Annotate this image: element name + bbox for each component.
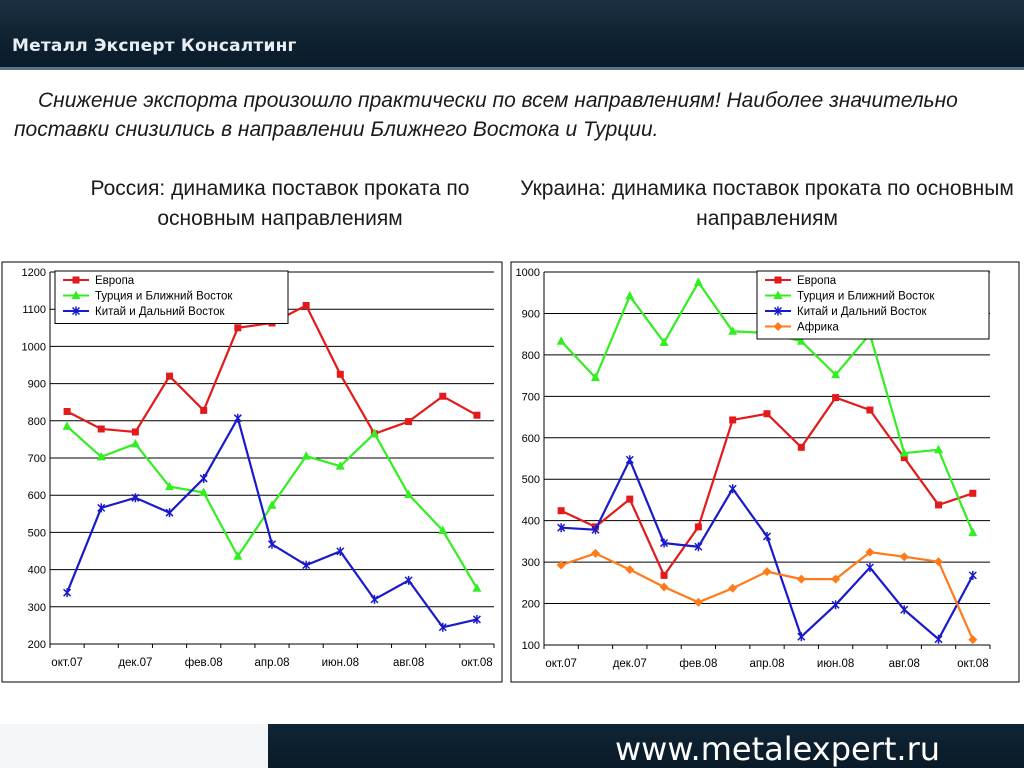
y-tick-label: 600 [27,490,46,503]
y-tick-label: 900 [521,308,540,321]
x-tick-label: окт.08 [461,657,493,669]
intro-text: Снижение экспорта произошло практически по всем направлениям! Наиболее значительно поставки снизились в направлении Ближнего Востока и Турции. [14,89,958,141]
x-tick-label: дек.07 [118,657,153,669]
x-tick-label: дек.07 [612,658,647,670]
chart-title-ukraine: Украина: динамика поставок проката по основным направлениям [520,177,1014,230]
x-tick-label: окт.07 [51,657,83,669]
y-tick-label: 700 [27,453,46,465]
legend-marker [775,277,782,284]
y-tick-label: 1000 [515,267,540,279]
x-tick-label: апр.08 [254,657,290,669]
data-point [626,496,633,503]
y-tick-label: 800 [521,349,540,362]
y-tick-label: 1200 [21,267,46,279]
data-point [866,407,873,414]
data-point [764,410,771,417]
x-tick-label: апр.08 [749,658,785,670]
legend-label: Турция и Ближний Восток [797,290,935,303]
y-tick-label: 700 [521,391,540,404]
legend [757,271,989,339]
x-tick-label: июн.08 [321,657,360,669]
legend-label: Турция и Ближний Восток [95,290,233,303]
x-tick-label: авг.08 [888,658,920,670]
y-tick-label: 200 [521,598,540,611]
data-point [661,572,668,579]
legend-label: Китай и Дальний Восток [95,306,225,318]
x-tick-label: фев.08 [184,657,223,669]
x-tick-label: окт.07 [545,658,577,670]
data-point [969,490,976,497]
y-tick-label: 100 [521,640,540,652]
data-point [558,507,565,514]
y-tick-label: 800 [27,415,46,428]
data-point [798,444,805,451]
y-tick-label: 1000 [21,341,46,354]
legend-box [757,271,989,339]
x-tick-label: июн.08 [816,658,855,670]
data-point [695,523,702,530]
legend-label: Европа [95,275,135,287]
y-tick-label: 400 [27,564,46,577]
data-point [935,501,942,508]
legend-label: Африка [797,321,839,334]
chart-title-russia: Россия: динамика поставок проката по основным направлениям [90,177,470,230]
footer-url: www.metalexpert.ru [614,730,940,768]
footer-bar [0,724,1024,768]
footer-light-band [0,724,268,768]
y-tick-label: 500 [27,527,46,540]
brand-title: Металл Эксперт Консалтинг [12,36,297,56]
y-tick-label: 500 [521,474,540,487]
y-tick-label: 200 [27,639,46,651]
y-tick-label: 300 [27,601,46,614]
legend-label: Европа [797,275,837,287]
y-tick-label: 300 [521,557,540,570]
x-tick-label: окт.08 [957,658,989,670]
data-point [729,416,736,423]
y-tick-label: 600 [521,432,540,445]
y-tick-label: 400 [521,515,540,528]
y-tick-label: 1100 [22,304,46,317]
data-point [832,394,839,401]
x-tick-label: авг.08 [392,657,425,669]
y-tick-label: 900 [27,378,46,391]
legend-label: Китай и Дальний Восток [797,306,927,318]
x-tick-label: фев.08 [679,658,718,670]
